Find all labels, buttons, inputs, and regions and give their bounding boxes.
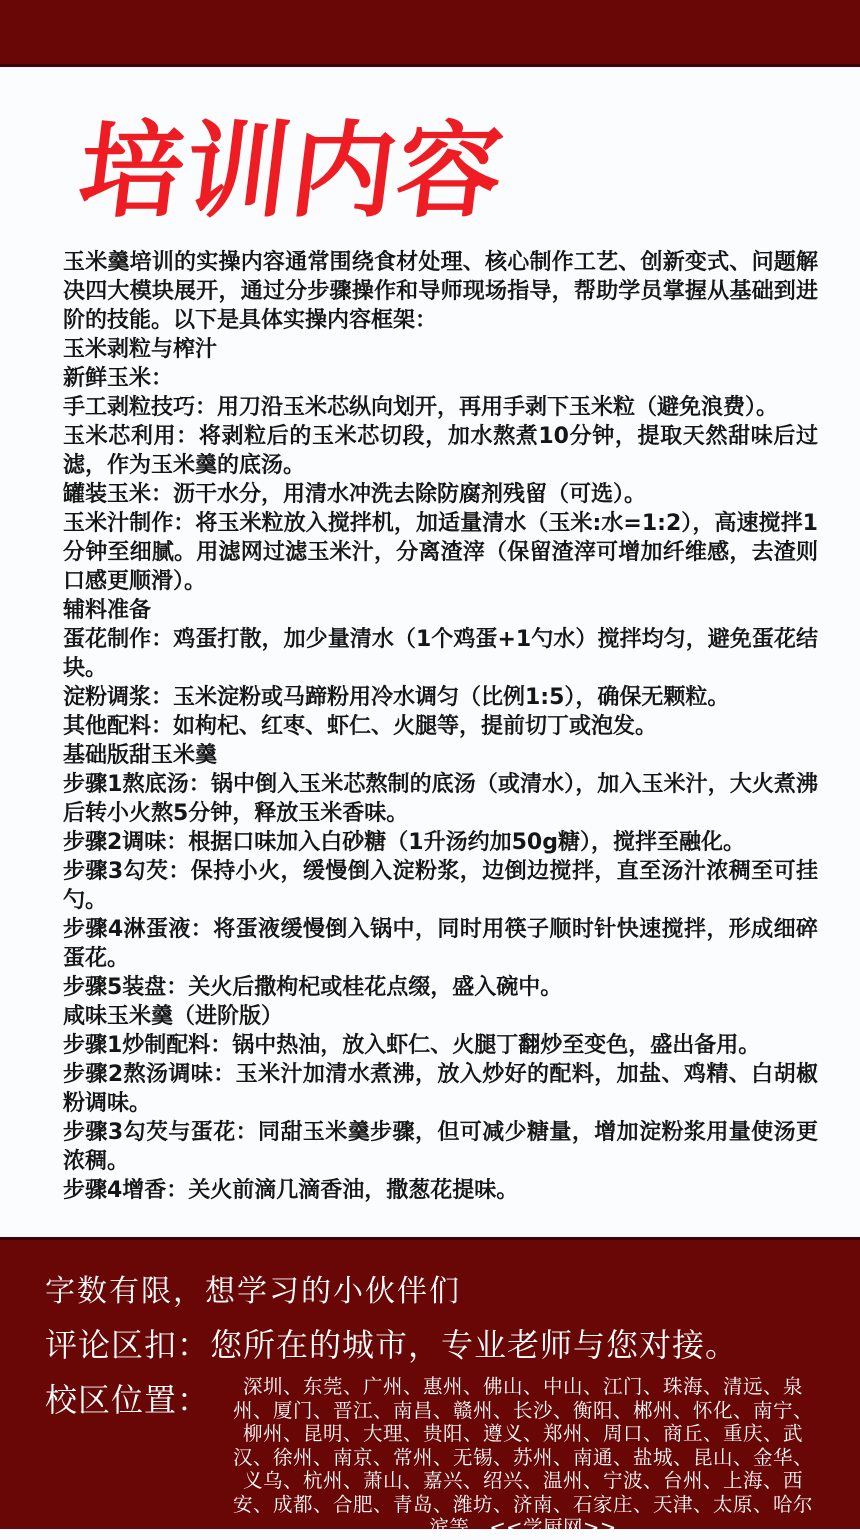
poster-title: 培训内容 <box>72 110 512 232</box>
body-paragraph: 玉米汁制作：将玉米粒放入搅拌机，加适量清水（玉米:水=1:2），高速搅拌1分钟至细腻。用滤网过滤玉米汁，分离渣滓（保留渣滓可增加纤维感，去渣则口感更顺滑）。 <box>63 511 818 595</box>
intro-paragraph: 玉米羹培训的实操内容通常围绕食材处理、核心制作工艺、创新变式、问题解决四大模块展开，通过分步骤操作和导师现场指导，帮助学员掌握从基础到进阶的技能。以下是具体实操内容框架： <box>63 250 818 334</box>
sub-heading: 新鲜玉米： <box>63 366 174 392</box>
comment-cta-line: 评论区扣：您所在的城市，专业老师与您对接。 <box>45 1326 739 1364</box>
training-outline <box>63 248 818 1205</box>
bottom-banner <box>0 1237 860 1539</box>
body-paragraph: 罐装玉米：沥干水分，用清水冲洗去除防腐剂残留（可选）。 <box>63 482 647 508</box>
section-heading: 辅料准备 <box>63 598 152 624</box>
campus-locations <box>45 1375 818 1540</box>
section-heading: 基础版甜玉米羹 <box>63 743 218 769</box>
body-paragraph: 步骤1熬底汤：锅中倒入玉米芯熬制的底汤（或清水），加入玉米汁，大火煮沸后转小火熬5分钟，释放玉米香味。 <box>63 772 818 827</box>
section-heading: 玉米剥粒与榨汁 <box>63 337 218 363</box>
body-paragraph: 步骤4淋蛋液：将蛋液缓慢倒入锅中，同时用筷子顺时针快速搅拌，形成细碎蛋花。 <box>63 917 818 972</box>
body-paragraph: 步骤4增香：关火前滴几滴香油，撒葱花提味。 <box>63 1178 519 1204</box>
body-paragraph: 步骤1炒制配料：锅中热油，放入虾仁、火腿丁翻炒至变色，盛出备用。 <box>63 1033 761 1059</box>
campus-label: 校区位置： <box>45 1381 211 1419</box>
body-paragraph: 步骤2调味：根据口味加入白砂糖（1升汤约加50g糖），搅拌至融化。 <box>63 830 745 856</box>
body-paragraph: 步骤2熬汤调味：玉米汁加清水煮沸，放入炒好的配料，加盐、鸡精、白胡椒粉调味。 <box>63 1062 818 1117</box>
body-paragraph: 步骤3勾芡与蛋花：同甜玉米羹步骤，但可减少糖量，增加淀粉浆用量使汤更浓稠。 <box>63 1120 818 1175</box>
section-heading: 咸味玉米羹（进阶版） <box>63 1004 284 1030</box>
footer-note-line: 字数有限，想学习的小伙伴们 <box>45 1274 461 1309</box>
body-paragraph: 蛋花制作：鸡蛋打散，加少量清水（1个鸡蛋+1勺水）搅拌均匀，避免蛋花结块。 <box>63 627 818 682</box>
body-paragraph: 步骤5装盘：关火后撒枸杞或桂花点缀，盛入碗中。 <box>63 975 563 1001</box>
top-banner <box>0 0 860 67</box>
body-paragraph: 淀粉调浆：玉米淀粉或马蹄粉用冷水调匀（比例1:5），确保无颗粒。 <box>63 685 730 711</box>
campus-cities <box>228 1375 818 1540</box>
body-paragraph: 手工剥粒技巧：用刀沿玉米芯纵向划开，再用手剥下玉米粒（避免浪费）。 <box>63 395 779 421</box>
body-paragraph: 步骤3勾芡：保持小火，缓慢倒入淀粉浆，边倒边搅拌，直至汤汁浓稠至可挂勺。 <box>63 859 818 914</box>
poster-content <box>0 67 860 1205</box>
campus-city-list: 深圳、东莞、广州、惠州、佛山、中山、江门、珠海、清远、泉州、厦门、晋江、南昌、赣州、长沙、衡阳、郴州、怀化、南宁、柳州、昆明、大理、贵阳、遵义、郑州、周口、商丘、重庆、武汉、徐州、南京、常州、无锡、苏州、南通、盐城、昆山、金华、义乌、杭州、萧山、嘉兴、绍兴、温州、宁波、台州、上海、西安、成都、合肥、青岛、潍坊、济南、石家庄、天津、太原、哈尔滨等， <box>233 1375 814 1539</box>
body-paragraph: 其他配料：如枸杞、红枣、虾仁、火腿等，提前切丁或泡发。 <box>63 714 658 740</box>
body-paragraph: 玉米芯利用：将剥粒后的玉米芯切段，加水熬煮10分钟，提取天然甜味后过滤，作为玉米羹的底汤。 <box>63 424 818 479</box>
brand-name: <<学厨网>> <box>489 1516 617 1539</box>
